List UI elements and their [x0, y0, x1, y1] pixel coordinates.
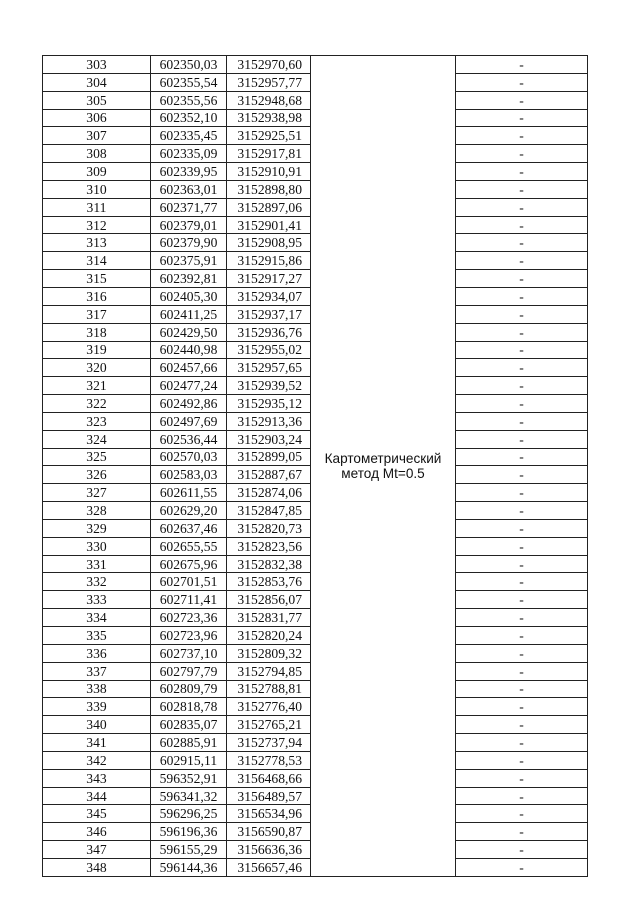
y-coordinate-cell: 3152794,85 — [227, 662, 311, 680]
accuracy-dash-cell: - — [456, 519, 588, 537]
y-coordinate-cell: 3152788,81 — [227, 680, 311, 698]
y-coordinate-cell: 3152948,68 — [227, 91, 311, 109]
point-number-cell: 330 — [43, 537, 151, 555]
accuracy-dash-cell: - — [456, 644, 588, 662]
point-number-cell: 347 — [43, 841, 151, 859]
accuracy-dash-cell: - — [456, 252, 588, 270]
x-coordinate-cell: 602655,55 — [151, 537, 227, 555]
method-label-line2: метод Mt=0.5 — [341, 465, 425, 481]
y-coordinate-cell: 3152898,80 — [227, 180, 311, 198]
point-number-cell: 348 — [43, 858, 151, 876]
x-coordinate-cell: 602675,96 — [151, 555, 227, 573]
x-coordinate-cell: 602835,07 — [151, 716, 227, 734]
accuracy-dash-cell: - — [456, 823, 588, 841]
y-coordinate-cell: 3156636,36 — [227, 841, 311, 859]
point-number-cell: 318 — [43, 323, 151, 341]
accuracy-dash-cell: - — [456, 662, 588, 680]
point-number-cell: 342 — [43, 751, 151, 769]
accuracy-dash-cell: - — [456, 198, 588, 216]
y-coordinate-cell: 3152915,86 — [227, 252, 311, 270]
x-coordinate-cell: 602440,98 — [151, 341, 227, 359]
accuracy-dash-cell: - — [456, 287, 588, 305]
point-number-cell: 328 — [43, 502, 151, 520]
accuracy-dash-cell: - — [456, 591, 588, 609]
x-coordinate-cell: 596144,36 — [151, 858, 227, 876]
y-coordinate-cell: 3152831,77 — [227, 609, 311, 627]
point-number-cell: 314 — [43, 252, 151, 270]
y-coordinate-cell: 3152957,77 — [227, 73, 311, 91]
x-coordinate-cell: 602536,44 — [151, 430, 227, 448]
x-coordinate-cell: 596196,36 — [151, 823, 227, 841]
point-number-cell: 345 — [43, 805, 151, 823]
point-number-cell: 340 — [43, 716, 151, 734]
y-coordinate-cell: 3156657,46 — [227, 858, 311, 876]
point-number-cell: 344 — [43, 787, 151, 805]
accuracy-dash-cell: - — [456, 305, 588, 323]
x-coordinate-cell: 602629,20 — [151, 502, 227, 520]
y-coordinate-cell: 3152847,85 — [227, 502, 311, 520]
point-number-cell: 333 — [43, 591, 151, 609]
point-number-cell: 304 — [43, 73, 151, 91]
y-coordinate-cell: 3156590,87 — [227, 823, 311, 841]
point-number-cell: 343 — [43, 769, 151, 787]
accuracy-dash-cell: - — [456, 680, 588, 698]
x-coordinate-cell: 602457,66 — [151, 359, 227, 377]
y-coordinate-cell: 3152938,98 — [227, 109, 311, 127]
accuracy-dash-cell: - — [456, 234, 588, 252]
y-coordinate-cell: 3152939,52 — [227, 377, 311, 395]
point-number-cell: 332 — [43, 573, 151, 591]
point-number-cell: 305 — [43, 91, 151, 109]
point-number-cell: 326 — [43, 466, 151, 484]
y-coordinate-cell: 3152765,21 — [227, 716, 311, 734]
accuracy-dash-cell: - — [456, 395, 588, 413]
y-coordinate-cell: 3152913,36 — [227, 412, 311, 430]
accuracy-dash-cell: - — [456, 716, 588, 734]
point-number-cell: 312 — [43, 216, 151, 234]
x-coordinate-cell: 602611,55 — [151, 484, 227, 502]
x-coordinate-cell: 602352,10 — [151, 109, 227, 127]
accuracy-dash-cell: - — [456, 377, 588, 395]
x-coordinate-cell: 602477,24 — [151, 377, 227, 395]
accuracy-dash-cell: - — [456, 698, 588, 716]
y-coordinate-cell: 3152925,51 — [227, 127, 311, 145]
x-coordinate-cell: 602737,10 — [151, 644, 227, 662]
y-coordinate-cell: 3152935,12 — [227, 395, 311, 413]
y-coordinate-cell: 3152823,56 — [227, 537, 311, 555]
y-coordinate-cell: 3152955,02 — [227, 341, 311, 359]
x-coordinate-cell: 602355,54 — [151, 73, 227, 91]
y-coordinate-cell: 3152934,07 — [227, 287, 311, 305]
accuracy-dash-cell: - — [456, 502, 588, 520]
accuracy-dash-cell: - — [456, 573, 588, 591]
method-label-line1: Картометрический — [324, 450, 442, 466]
y-coordinate-cell: 3152832,38 — [227, 555, 311, 573]
x-coordinate-cell: 602429,50 — [151, 323, 227, 341]
x-coordinate-cell: 602363,01 — [151, 180, 227, 198]
x-coordinate-cell: 602350,03 — [151, 56, 227, 74]
point-number-cell: 311 — [43, 198, 151, 216]
accuracy-dash-cell: - — [456, 787, 588, 805]
accuracy-dash-cell: - — [456, 555, 588, 573]
point-number-cell: 346 — [43, 823, 151, 841]
x-coordinate-cell: 602392,81 — [151, 270, 227, 288]
y-coordinate-cell: 3152778,53 — [227, 751, 311, 769]
point-number-cell: 338 — [43, 680, 151, 698]
method-cell — [311, 56, 456, 877]
point-number-cell: 322 — [43, 395, 151, 413]
y-coordinate-cell: 3152970,60 — [227, 56, 311, 74]
x-coordinate-cell: 602411,25 — [151, 305, 227, 323]
x-coordinate-cell: 602497,69 — [151, 412, 227, 430]
point-number-cell: 331 — [43, 555, 151, 573]
x-coordinate-cell: 602797,79 — [151, 662, 227, 680]
point-number-cell: 315 — [43, 270, 151, 288]
y-coordinate-cell: 3152776,40 — [227, 698, 311, 716]
y-coordinate-cell: 3152897,06 — [227, 198, 311, 216]
accuracy-dash-cell: - — [456, 180, 588, 198]
y-coordinate-cell: 3152856,07 — [227, 591, 311, 609]
y-coordinate-cell: 3156468,66 — [227, 769, 311, 787]
accuracy-dash-cell: - — [456, 841, 588, 859]
accuracy-dash-cell: - — [456, 127, 588, 145]
point-number-cell: 309 — [43, 163, 151, 181]
accuracy-dash-cell: - — [456, 216, 588, 234]
accuracy-dash-cell: - — [456, 56, 588, 74]
accuracy-dash-cell: - — [456, 430, 588, 448]
x-coordinate-cell: 602723,96 — [151, 627, 227, 645]
x-coordinate-cell: 602885,91 — [151, 734, 227, 752]
x-coordinate-cell: 596296,25 — [151, 805, 227, 823]
accuracy-dash-cell: - — [456, 858, 588, 876]
point-number-cell: 307 — [43, 127, 151, 145]
point-number-cell: 327 — [43, 484, 151, 502]
y-coordinate-cell: 3152937,17 — [227, 305, 311, 323]
x-coordinate-cell: 602583,03 — [151, 466, 227, 484]
x-coordinate-cell: 602355,56 — [151, 91, 227, 109]
accuracy-dash-cell: - — [456, 734, 588, 752]
y-coordinate-cell: 3156534,96 — [227, 805, 311, 823]
point-number-cell: 329 — [43, 519, 151, 537]
x-coordinate-cell: 602335,45 — [151, 127, 227, 145]
y-coordinate-cell: 3152820,73 — [227, 519, 311, 537]
x-coordinate-cell: 602492,86 — [151, 395, 227, 413]
point-number-cell: 308 — [43, 145, 151, 163]
point-number-cell: 336 — [43, 644, 151, 662]
x-coordinate-cell: 602701,51 — [151, 573, 227, 591]
accuracy-dash-cell: - — [456, 341, 588, 359]
accuracy-dash-cell: - — [456, 73, 588, 91]
x-coordinate-cell: 602335,09 — [151, 145, 227, 163]
x-coordinate-cell: 596352,91 — [151, 769, 227, 787]
y-coordinate-cell: 3152899,05 — [227, 448, 311, 466]
y-coordinate-cell: 3152957,65 — [227, 359, 311, 377]
accuracy-dash-cell: - — [456, 627, 588, 645]
accuracy-dash-cell: - — [456, 751, 588, 769]
y-coordinate-cell: 3156489,57 — [227, 787, 311, 805]
x-coordinate-cell: 602379,01 — [151, 216, 227, 234]
accuracy-dash-cell: - — [456, 466, 588, 484]
y-coordinate-cell: 3152737,94 — [227, 734, 311, 752]
accuracy-dash-cell: - — [456, 323, 588, 341]
coordinates-table — [42, 55, 588, 877]
y-coordinate-cell: 3152917,27 — [227, 270, 311, 288]
x-coordinate-cell: 602405,30 — [151, 287, 227, 305]
y-coordinate-cell: 3152901,41 — [227, 216, 311, 234]
accuracy-dash-cell: - — [456, 609, 588, 627]
x-coordinate-cell: 596155,29 — [151, 841, 227, 859]
y-coordinate-cell: 3152917,81 — [227, 145, 311, 163]
point-number-cell: 324 — [43, 430, 151, 448]
y-coordinate-cell: 3152936,76 — [227, 323, 311, 341]
point-number-cell: 325 — [43, 448, 151, 466]
x-coordinate-cell: 602375,91 — [151, 252, 227, 270]
x-coordinate-cell: 602637,46 — [151, 519, 227, 537]
accuracy-dash-cell: - — [456, 109, 588, 127]
point-number-cell: 310 — [43, 180, 151, 198]
x-coordinate-cell: 596341,32 — [151, 787, 227, 805]
y-coordinate-cell: 3152874,06 — [227, 484, 311, 502]
point-number-cell: 317 — [43, 305, 151, 323]
x-coordinate-cell: 602723,36 — [151, 609, 227, 627]
x-coordinate-cell: 602371,77 — [151, 198, 227, 216]
point-number-cell: 339 — [43, 698, 151, 716]
accuracy-dash-cell: - — [456, 91, 588, 109]
accuracy-dash-cell: - — [456, 805, 588, 823]
y-coordinate-cell: 3152908,95 — [227, 234, 311, 252]
point-number-cell: 337 — [43, 662, 151, 680]
x-coordinate-cell: 602379,90 — [151, 234, 227, 252]
x-coordinate-cell: 602339,95 — [151, 163, 227, 181]
accuracy-dash-cell: - — [456, 359, 588, 377]
x-coordinate-cell: 602711,41 — [151, 591, 227, 609]
x-coordinate-cell: 602809,79 — [151, 680, 227, 698]
accuracy-dash-cell: - — [456, 163, 588, 181]
x-coordinate-cell: 602570,03 — [151, 448, 227, 466]
point-number-cell: 335 — [43, 627, 151, 645]
accuracy-dash-cell: - — [456, 145, 588, 163]
point-number-cell: 334 — [43, 609, 151, 627]
accuracy-dash-cell: - — [456, 769, 588, 787]
accuracy-dash-cell: - — [456, 448, 588, 466]
point-number-cell: 323 — [43, 412, 151, 430]
point-number-cell: 320 — [43, 359, 151, 377]
point-number-cell: 313 — [43, 234, 151, 252]
x-coordinate-cell: 602818,78 — [151, 698, 227, 716]
y-coordinate-cell: 3152910,91 — [227, 163, 311, 181]
y-coordinate-cell: 3152820,24 — [227, 627, 311, 645]
y-coordinate-cell: 3152903,24 — [227, 430, 311, 448]
point-number-cell: 303 — [43, 56, 151, 74]
point-number-cell: 319 — [43, 341, 151, 359]
accuracy-dash-cell: - — [456, 412, 588, 430]
point-number-cell: 316 — [43, 287, 151, 305]
accuracy-dash-cell: - — [456, 270, 588, 288]
accuracy-dash-cell: - — [456, 537, 588, 555]
coordinates-table-body — [43, 56, 588, 877]
point-number-cell: 306 — [43, 109, 151, 127]
point-number-cell: 321 — [43, 377, 151, 395]
y-coordinate-cell: 3152887,67 — [227, 466, 311, 484]
accuracy-dash-cell: - — [456, 484, 588, 502]
y-coordinate-cell: 3152809,32 — [227, 644, 311, 662]
point-number-cell: 341 — [43, 734, 151, 752]
table-row — [43, 56, 588, 74]
y-coordinate-cell: 3152853,76 — [227, 573, 311, 591]
x-coordinate-cell: 602915,11 — [151, 751, 227, 769]
